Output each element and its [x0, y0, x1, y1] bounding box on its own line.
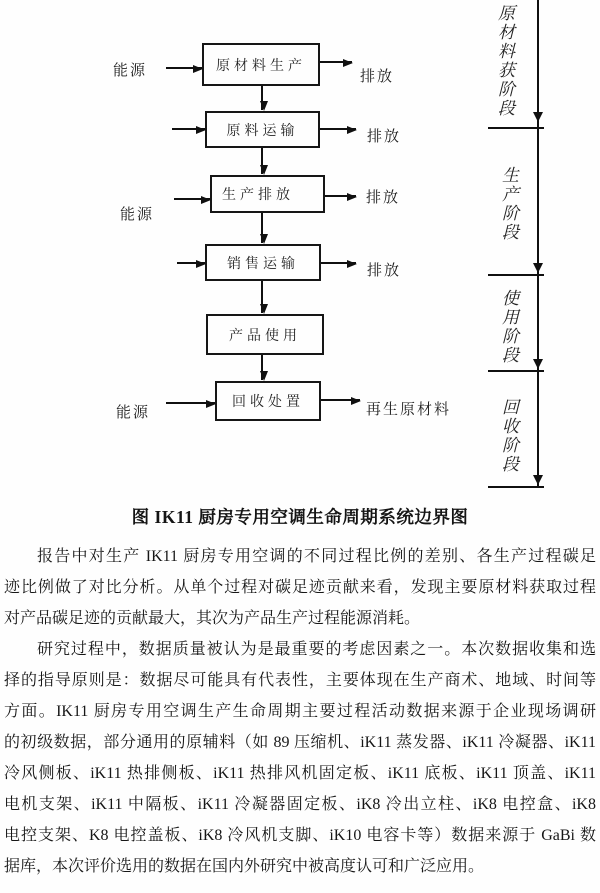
energy-label: 能源 — [116, 405, 151, 421]
text-line: 择的指导原则是：数据尽可能具有代表性，主要体现在生产商术、地域、时间等 — [4, 672, 596, 689]
emission-label: 排放 — [367, 263, 402, 279]
stage-axis-line — [537, 0, 539, 488]
down-arrow-icon — [261, 86, 263, 110]
flow-box-raw-material-transport: 原料运输 — [205, 111, 320, 148]
stage-tick — [488, 127, 544, 129]
flow-box-recycling-disposal: 回收处置 — [215, 381, 321, 421]
stage-label-recycling: 回收阶段 — [499, 398, 518, 474]
text-line: 方面。IK11 厨房专用空调生产生命周期主要过程活动数据来源于企业现场调研 — [4, 703, 596, 720]
text-line: 冷风侧板、iK11 热排侧板、iK11 热排风机固定板、iK11 底板、iK11 顶盖、iK11 — [4, 765, 596, 782]
input-arrow-icon — [166, 402, 215, 404]
down-arrow-icon — [533, 263, 543, 273]
energy-label: 能源 — [113, 63, 148, 79]
input-arrow-icon — [166, 67, 202, 69]
stage-tick — [488, 274, 544, 276]
down-arrow-icon — [533, 112, 543, 122]
output-arrow-icon — [320, 128, 356, 130]
stage-tick — [488, 370, 544, 372]
stage-label-use: 使用阶段 — [499, 289, 518, 365]
flow-box-production-emission: 生产排放 — [210, 175, 325, 213]
input-arrow-icon — [174, 198, 210, 200]
energy-label: 能源 — [120, 207, 155, 223]
text-line: 电控支架、K8 电控盖板、iK8 冷风机支脚、iK10 电容卡等）数据来源于 GaBi 数 — [4, 827, 596, 844]
text-line: 迹比例做了对比分析。从单个过程对碳足迹贡献来看，发现主要原材料获取过程 — [4, 579, 596, 596]
stage-label-production: 生产阶段 — [499, 166, 518, 242]
output-arrow-icon — [321, 262, 356, 264]
text-line: 据库，本次评价选用的数据在国内外研究中被高度认可和广泛应用。 — [4, 858, 485, 875]
paragraph-2 — [4, 634, 596, 882]
text-line: 研究过程中，数据质量被认为是最重要的考虑因素之一。本次数据收集和选 — [37, 641, 596, 658]
output-arrow-icon — [321, 399, 360, 401]
input-arrow-icon — [172, 128, 205, 130]
down-arrow-icon — [261, 281, 263, 313]
input-arrow-icon — [177, 262, 205, 264]
stage-label-raw-material-acquisition: 原材料获阶段 — [495, 4, 514, 118]
text-line: 报告中对生产 IK11 厨房专用空调的不同过程比例的差别、各生产过程碳足 — [37, 548, 596, 565]
flow-box-product-use: 产品使用 — [206, 314, 324, 355]
emission-label: 排放 — [360, 69, 395, 85]
figure-caption: 图 IK11 厨房专用空调生命周期系统边界图 — [131, 507, 469, 527]
down-arrow-icon — [533, 359, 543, 369]
down-arrow-icon — [261, 355, 263, 380]
output-arrow-icon — [325, 195, 356, 197]
body-text — [4, 541, 596, 882]
text-line: 的初级数据，部分通用的原辅料（如 89 压缩机、iK11 蒸发器、iK11 冷凝器、iK11 — [4, 734, 596, 751]
recycled-material-label: 再生原材料 — [366, 402, 452, 418]
text-line: 电机支架、iK11 中隔板、iK11 冷凝器固定板、iK8 冷出立柱、iK8 电控盒、iK8 — [4, 796, 596, 813]
down-arrow-icon — [261, 213, 263, 243]
emission-label: 排放 — [367, 129, 402, 145]
flow-box-sales-transport: 销售运输 — [205, 244, 321, 281]
down-arrow-icon — [261, 148, 263, 174]
stage-tick — [488, 486, 544, 488]
emission-label: 排放 — [366, 190, 401, 206]
flow-box-raw-material-production: 原材料生产 — [202, 43, 320, 86]
text-line: 对产品碳足迹的贡献最大，其次为产品生产过程能源消耗。 — [4, 610, 421, 627]
down-arrow-icon — [533, 475, 543, 485]
output-arrow-icon — [320, 61, 352, 63]
paragraph-1 — [4, 541, 596, 634]
